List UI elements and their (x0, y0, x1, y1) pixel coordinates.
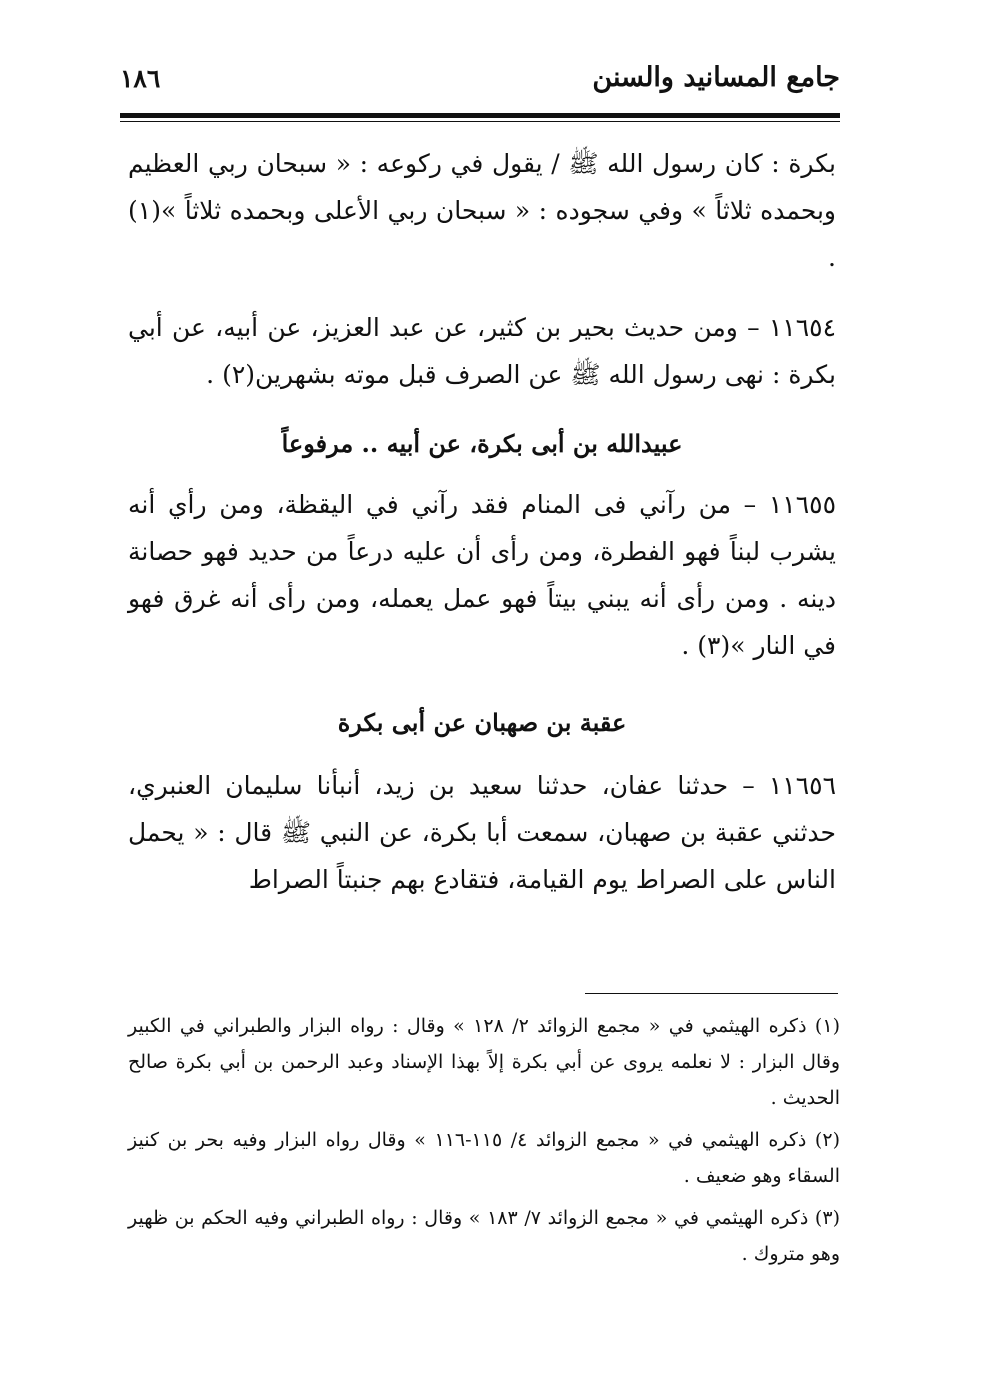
footnotes (128, 1008, 840, 1272)
running-header (120, 60, 840, 110)
header-rule-thin (120, 121, 840, 122)
main-text (128, 140, 836, 903)
hadith-11655: ١١٦٥٥ – من رآني فى المنام فقد رآني في اليقظة، ومن رأي أنه يشرب لبناً فهو الفطرة، ومن رأى أن عليه درعاً من حديد فهو حصانة دينه . ومن رأى أنه يبني بيتاً فهو عمل يعمله، ومن رأى أنه غرق فهو في النار »(٣) . (128, 490, 836, 660)
paragraph-continuation: بكرة : كان رسول الله ﷺ / يقول في ركوعه : « سبحان ربي العظيم وبحمده ثلاثاً » وفي سجوده : « سبحان ربي الأعلى وبحمده ثلاثاً »(١) . (128, 149, 836, 272)
footnote-3: (٣) ذكره الهيثمي في « مجمع الزوائد ٧/ ١٨٣ » وقال : رواه الطبراني وفيه الحكم بن ظهير وهو متروك . (128, 1207, 840, 1265)
hadith-11656: ١١٦٥٦ – حدثنا عفان، حدثنا سعيد بن زيد، أنبأنا سليمان العنبري، حدثني عقبة بن صهبان، سمعت أبا بكرة، عن النبي ﷺ قال : « يحمل الناس على الصراط يوم القيامة، فتقادع بهم جنبتاً الصراط (128, 771, 836, 894)
footnote-1: (١) ذكره الهيثمي في « مجمع الزوائد ٢/ ١٢٨ » وقال : رواه البزار والطبراني في الكبير وقال البزار : لا نعلمه يروى عن أبي بكرة إلاً بهذا الإسناد وعبد الرحمن بن أبي بكرة صالح الحديث . (128, 1015, 840, 1109)
footnote-2: (٢) ذكره الهيثمي في « مجمع الزوائد ٤/ ١١٥-١١٦ » وقال رواه البزار وفيه بحر بن كنيز السقاء وهو ضعيف . (128, 1129, 840, 1187)
hadith-11654: ١١٦٥٤ – ومن حديث بحير بن كثير، عن عبد العزيز، عن أبيه، عن أبي بكرة : نهى رسول الله ﷺ عن الصرف قبل موته بشهرين(٢) . (128, 313, 836, 389)
header-rule-thick (120, 113, 840, 118)
page-number: ١٨٦ (120, 64, 161, 93)
footnote-separator (585, 993, 838, 994)
section-heading-uqbah: عقبة بن صهبان عن أبى بكرة (337, 708, 627, 737)
section-heading-ubaydullah: عبيدالله بن أبى بكرة، عن أبيه .. مرفوعاً (281, 429, 683, 458)
book-title: جامع المسانيد والسنن (592, 62, 840, 93)
